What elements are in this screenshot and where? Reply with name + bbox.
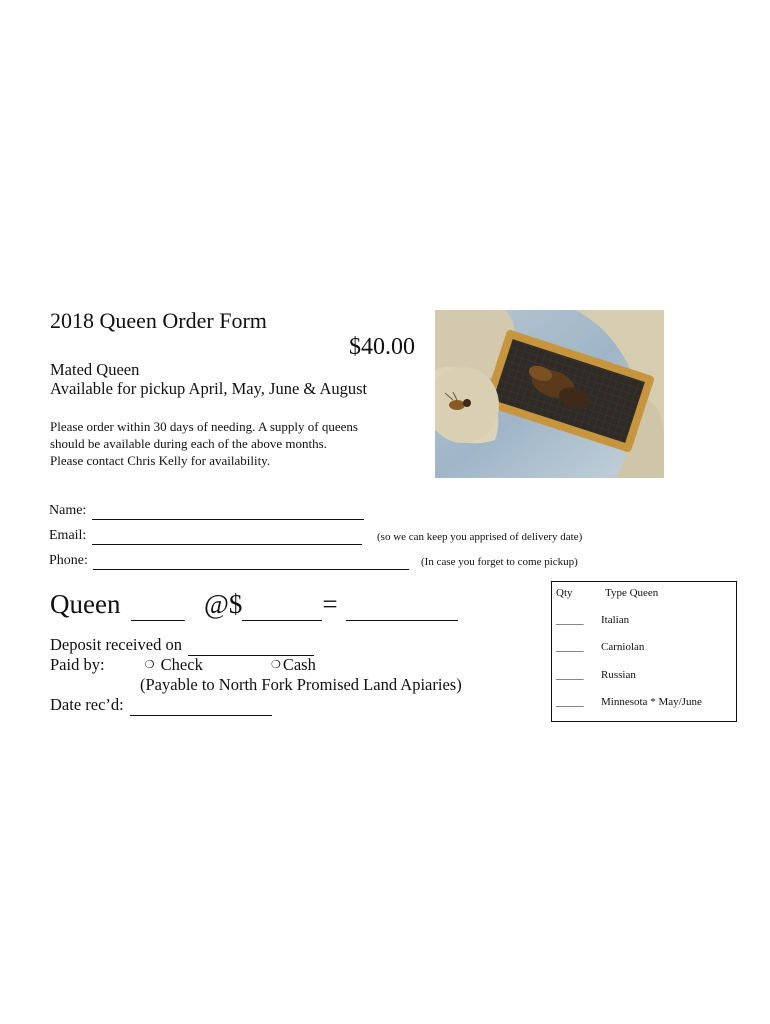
deposit-date-field[interactable] [188, 635, 314, 656]
qty-header: Qty [556, 587, 573, 599]
subtitle-line: Mated Queen [50, 360, 140, 379]
qty-blank[interactable]: _____ [556, 696, 584, 708]
radio-icon[interactable]: ❍ [270, 659, 281, 671]
price: $40.00 [349, 334, 415, 360]
type-russian: Russian [601, 669, 636, 681]
date-received-row [50, 695, 272, 716]
date-received-field[interactable] [130, 695, 272, 716]
deposit-row [50, 635, 314, 656]
date-received-label: Date rec’d: [50, 695, 124, 714]
subtitle [50, 360, 367, 398]
radio-icon[interactable]: ❍ [144, 659, 155, 671]
name-field[interactable] [92, 503, 364, 520]
note-line: should be available during each of the above months. [50, 436, 327, 451]
deposit-label: Deposit received on [50, 635, 182, 654]
phone-note: (In case you forget to come pickup) [421, 556, 578, 568]
name-label: Name: [49, 503, 87, 518]
queen-order-line [50, 589, 458, 621]
phone-label: Phone: [49, 553, 88, 568]
at-price-label: @$ [203, 589, 243, 619]
check-label: Check [160, 655, 203, 674]
queen-cage-photo [435, 310, 664, 478]
queen-qty-field[interactable] [131, 589, 185, 621]
payable-note: (Payable to North Fork Promised Land Apiaries) [140, 675, 462, 694]
type-header: Type Queen [605, 587, 659, 599]
type-carniolan: Carniolan [601, 641, 645, 653]
phone-field[interactable] [93, 553, 409, 570]
qty-blank[interactable]: _____ [556, 614, 584, 626]
paid-by-row [50, 655, 316, 677]
unit-price-field[interactable] [242, 589, 322, 621]
queen-type-table [551, 581, 737, 722]
note-line: Please contact Chris Kelly for availability. [50, 453, 271, 468]
queen-label: Queen [50, 589, 121, 619]
note-line: Please order within 30 days of needing. A supply of queens [50, 419, 358, 434]
phone-row [49, 553, 409, 570]
subtitle-line: Available for pickup April, May, June & August [50, 379, 368, 398]
qty-blank[interactable]: _____ [556, 641, 584, 653]
type-minnesota: Minnesota * May/June [601, 696, 702, 708]
cash-option[interactable] [271, 655, 316, 674]
cash-label: Cash [282, 655, 316, 674]
email-note: (so we can keep you apprised of delivery date) [377, 531, 583, 543]
email-label: Email: [49, 528, 87, 543]
name-row [49, 503, 364, 520]
type-italian: Italian [601, 614, 630, 626]
check-option[interactable] [145, 655, 207, 674]
email-row [49, 528, 362, 545]
qty-blank[interactable]: _____ [556, 669, 584, 681]
form-title: 2018 Queen Order Form [50, 308, 267, 333]
total-field[interactable] [346, 589, 458, 621]
order-note [50, 418, 358, 469]
email-field[interactable] [92, 528, 362, 545]
paid-by-label: Paid by: [50, 655, 105, 674]
equals-sign: = [322, 589, 338, 619]
